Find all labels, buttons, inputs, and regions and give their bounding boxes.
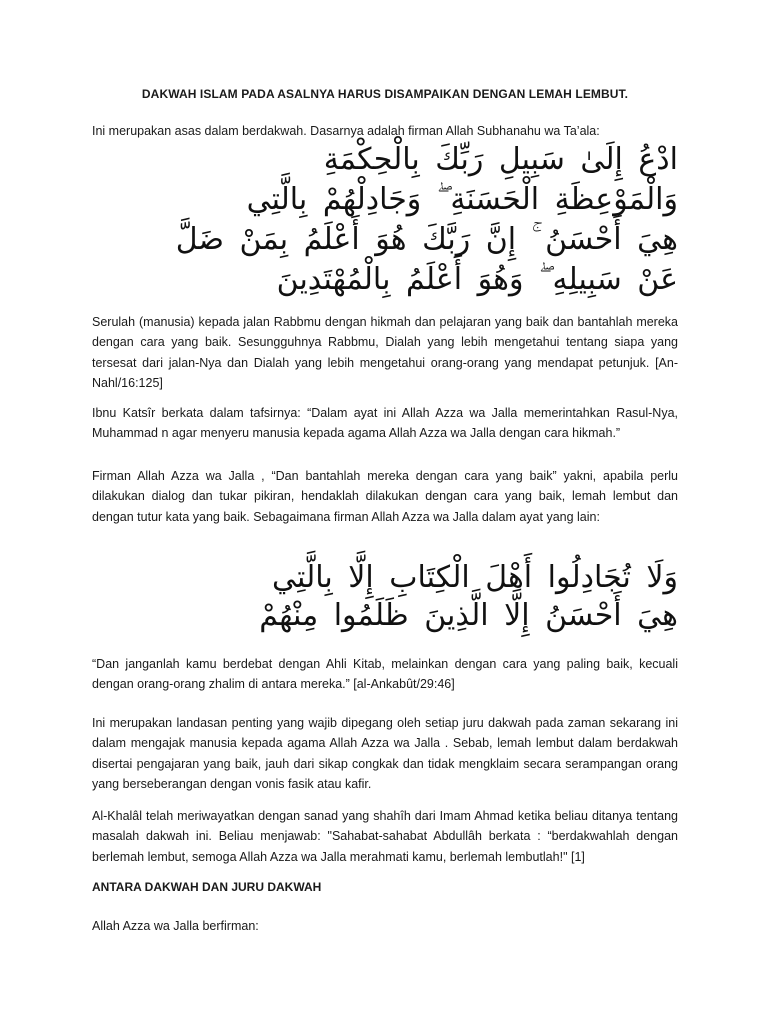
verse2-line-2: هِيَ أَحْسَنُ إِلَّا الَّذِينَ ظَلَمُوا مِنْهُمْ <box>259 598 678 633</box>
closing-line: Allah Azza wa Jalla berfirman: <box>92 919 259 933</box>
verse1-line-2: وَالْمَوْعِظَةِ الْحَسَنَةِ ۖ وَجَادِلْهُمْ بِالَّتِي <box>246 182 678 217</box>
verse1-line-3: هِيَ أَحْسَنُ ۚ إِنَّ رَبَّكَ هُوَ أَعْلَمُ بِمَنْ ضَلَّ <box>175 222 678 257</box>
verse1-line-4: عَنْ سَبِيلِهِ ۖ وَهُوَ أَعْلَمُ بِالْمُهْتَدِينَ <box>276 262 678 297</box>
paragraph-firman: Firman Allah Azza wa Jalla , “Dan bantahlah mereka dengan cara yang baik” yakni, apabila perlu dilakukan dialog dan tukar pikiran, hendaklah dilakukan dengan cara yang baik, lemah lembut dan dengan tutur kata yang baik. Sebagaimana firman Allah Azza wa Jalla dalam ayat yang lain: <box>92 469 678 524</box>
document-title: DAKWAH ISLAM PADA ASALNYA HARUS DISAMPAIKAN DENGAN LEMAH LEMBUT. <box>141 87 629 101</box>
document-page <box>92 0 678 1024</box>
paragraph-landasan: Ini merupakan landasan penting yang wajib dipegang oleh setiap juru dakwah pada zaman sekarang ini dalam mengajak manusia kepada agama Allah Azza wa Jalla . Sebab, lemah lembut dalam berdakwah disertai pengajaran yang baik, jauh dari sikap congkak dan tidak mengklaim secara serampangan orang yang berseberangan dengan vonis fasik atau kafir. <box>92 716 678 792</box>
intro-block <box>92 124 678 297</box>
paragraph-al-khalal: Al-Khalâl telah meriwayatkan dengan sanad yang shahîh dari Imam Ahmad ketika beliau ditanya tentang masalah dakwah ini. Beliau menjawab: "Sahabat-sahabat Abdullâh berkata : “berdakwahlah dengan berlemah lembut, semoga Allah Azza wa Jalla merahmati kamu, berlemah lembutlah!" [1] <box>92 809 678 864</box>
verse1-line-1: ادْعُ إِلَىٰ سَبِيلِ رَبِّكَ بِالْحِكْمَةِ <box>323 142 678 177</box>
paragraph-translation-1: Serulah (manusia) kepada jalan Rabbmu dengan hikmah dan pelajaran yang baik dan bantahlah mereka dengan cara yang baik. Sesungguhnya Rabbmu, Dialah yang lebih mengetahui tentang siapa yang tersesat dari jalan-Nya dan Dialah yang lebih mengetahui orang-orang yang mendapat petunjuk. [An-Nahl/16:125] <box>92 315 678 391</box>
intro-text: Ini merupakan asas dalam berdakwah. Dasarnya adalah firman Allah Subhanahu wa Ta’ala: <box>92 124 600 138</box>
section-heading: ANTARA DAKWAH DAN JURU DAKWAH <box>92 880 322 894</box>
paragraph-ibnu-katsir: Ibnu Katsîr berkata dalam tafsirnya: “Dalam ayat ini Allah Azza wa Jalla memerintahkan Rasul-Nya, Muhammad n agar menyeru manusia kepada agama Allah Azza wa Jalla dengan cara hikmah.” <box>92 406 678 441</box>
paragraph-translation-2: “Dan janganlah kamu berdebat dengan Ahli Kitab, melainkan dengan cara yang paling baik, kecuali dengan orang-orang zhalim di antara mereka.” [al-Ankabût/29:46] <box>92 657 678 692</box>
verse2-line-1: وَلَا تُجَادِلُوا أَهْلَ الْكِتَابِ إِلَّا بِالَّتِي <box>272 560 678 595</box>
